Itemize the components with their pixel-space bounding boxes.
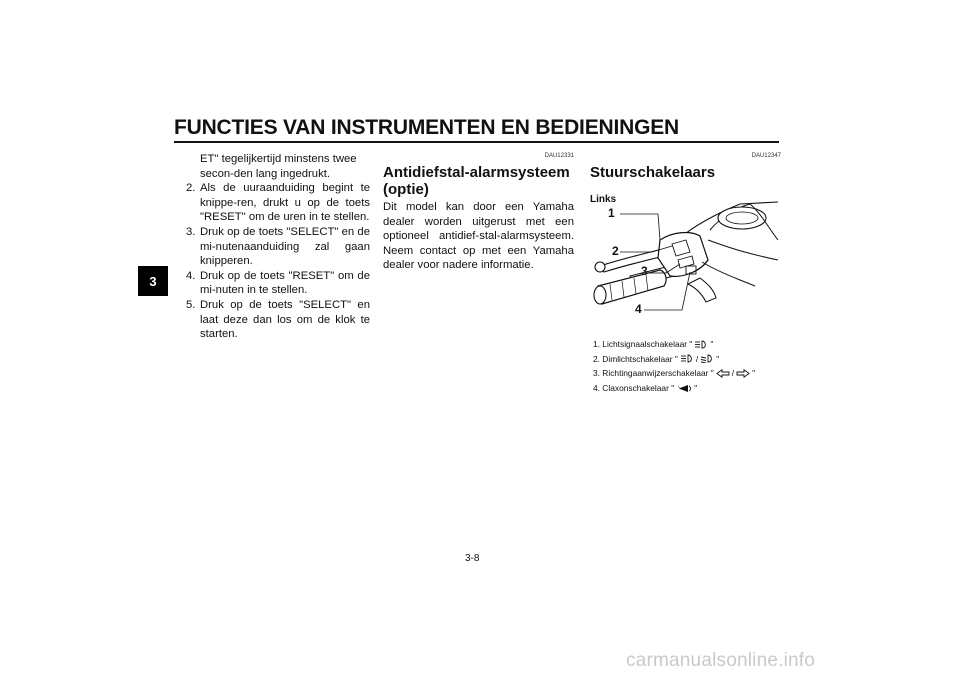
caption-separator: / — [695, 353, 699, 364]
figure-label-1: 1 — [608, 206, 615, 220]
step-text: Druk op de toets "RESET" om de mi-nuten in te stellen. — [200, 269, 370, 297]
caption-end: " — [710, 339, 714, 349]
figure-label-4: 4 — [635, 302, 642, 316]
continued-text: ET" tegelijkertijd minstens twee secon-den lang ingedrukt. — [200, 153, 357, 180]
caption-separator: / — [731, 368, 735, 379]
list-item — [186, 181, 370, 225]
step-number: 2. — [186, 182, 196, 195]
figure-label-3: 3 — [641, 264, 648, 278]
caption-text: 3. Richtingaanwijzerschakelaar " — [593, 368, 714, 379]
caption-item — [593, 352, 783, 367]
high-beam-icon — [694, 340, 708, 349]
caption-text: 4. Claxonschakelaar " — [593, 382, 675, 393]
step-text: Als de uuraanduiding begint te knippe-ren, drukt u op de toets "RESET" om de uren in te stellen. — [200, 182, 370, 224]
page-title: FUNCTIES VAN INSTRUMENTEN EN BEDIENINGEN — [174, 116, 679, 139]
list-item — [186, 225, 370, 269]
section-heading: Stuurschakelaars — [590, 164, 716, 181]
list-item — [186, 269, 370, 298]
column-antitheft — [383, 152, 574, 273]
caption-item — [593, 381, 783, 396]
step-number: 3. — [186, 225, 196, 238]
section-subheading: Links — [590, 194, 617, 205]
turn-right-icon — [736, 369, 750, 378]
handlebar-switch-illustration — [590, 200, 781, 315]
column-clock-steps — [186, 152, 370, 342]
section-code: DAU12331 — [544, 153, 574, 159]
watermark: carmanualsonline.info — [626, 650, 816, 671]
section-heading: Antidiefstal-alarmsysteem (optie) — [383, 164, 570, 198]
list-item — [186, 298, 370, 342]
horn-icon — [676, 384, 692, 393]
step-number: 4. — [186, 269, 196, 282]
low-beam-icon — [700, 354, 714, 363]
section-body: Dit model kan door een Yamaha dealer worden uitgerust met een optioneel antidief-stal-alarmsysteem. Neem contact op met een Yamaha dealer voor nadere informatie. — [383, 201, 574, 272]
step-number: 5. — [186, 298, 196, 311]
header-divider — [174, 141, 779, 143]
figure-captions — [593, 337, 783, 395]
section-code: DAU12347 — [751, 153, 781, 159]
caption-end: " — [694, 382, 698, 393]
chapter-tab: 3 — [138, 266, 168, 296]
turn-left-icon — [716, 369, 730, 378]
caption-text: 1. Lichtsignaalschakelaar " — [593, 339, 693, 349]
high-beam-icon — [680, 354, 694, 363]
page-number: 3-8 — [465, 553, 480, 564]
caption-end: " — [716, 353, 720, 364]
caption-item — [593, 366, 783, 381]
step-text: Druk op de toets "SELECT" en laat deze dan los om de klok te starten. — [200, 298, 370, 341]
caption-end: " — [752, 368, 756, 379]
figure-label-2: 2 — [612, 244, 619, 258]
step-text: Druk op de toets "SELECT" en de mi-nutenaanduiding zal gaan knipperen. — [200, 225, 370, 268]
caption-item — [593, 337, 783, 352]
caption-text: 2. Dimlichtschakelaar " — [593, 353, 678, 364]
